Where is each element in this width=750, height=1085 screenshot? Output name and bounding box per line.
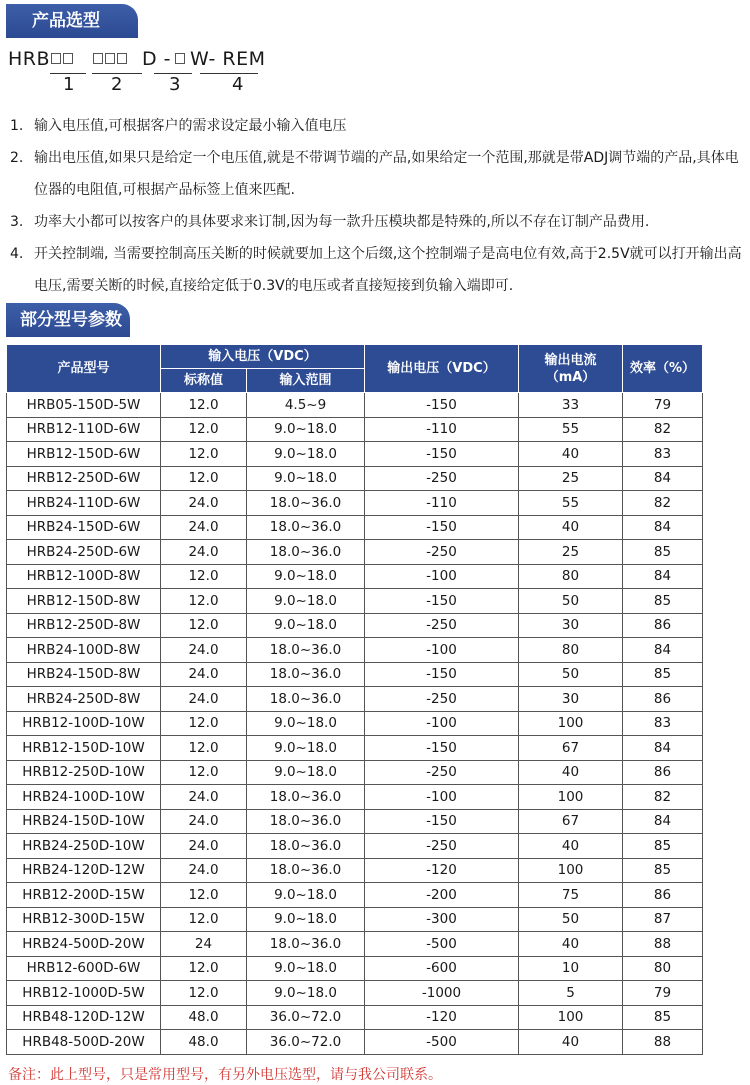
- table-row: [7, 589, 703, 614]
- cell-efficiency: 82: [623, 785, 703, 810]
- cell-output-current: 55: [519, 417, 623, 442]
- table-row: [7, 442, 703, 467]
- formula-underline-4: [200, 73, 258, 74]
- note-item: 1. 输入电压值,可根据客户的需求设定最小输入值电压: [10, 118, 347, 134]
- cell-model: HRB12-110D-6W: [7, 417, 161, 442]
- table-row: [7, 1005, 703, 1030]
- table-row: [7, 466, 703, 491]
- cell-output-voltage: -250: [365, 834, 519, 859]
- cell-input-range: 9.0~18.0: [247, 417, 365, 442]
- cell-input-range: 9.0~18.0: [247, 613, 365, 638]
- cell-nominal-voltage: 48.0: [161, 1030, 247, 1055]
- cell-output-current: 40: [519, 760, 623, 785]
- cell-output-voltage: -110: [365, 417, 519, 442]
- cell-efficiency: 84: [623, 809, 703, 834]
- cell-nominal-voltage: 12.0: [161, 442, 247, 467]
- cell-output-voltage: -120: [365, 858, 519, 883]
- cell-input-range: 36.0~72.0: [247, 1030, 365, 1055]
- cell-output-voltage: -100: [365, 711, 519, 736]
- cell-model: HRB24-150D-6W: [7, 515, 161, 540]
- cell-nominal-voltage: 24.0: [161, 540, 247, 565]
- header-input-voltage: 输入电压（VDC）: [161, 345, 365, 369]
- cell-model: HRB48-500D-20W: [7, 1030, 161, 1055]
- cell-output-current: 40: [519, 442, 623, 467]
- cell-input-range: 18.0~36.0: [247, 491, 365, 516]
- cell-output-current: 25: [519, 466, 623, 491]
- cell-model: HRB12-150D-8W: [7, 589, 161, 614]
- cell-model: HRB48-120D-12W: [7, 1005, 161, 1030]
- table-row: [7, 417, 703, 442]
- cell-nominal-voltage: 12.0: [161, 907, 247, 932]
- cell-nominal-voltage: 12.0: [161, 589, 247, 614]
- cell-input-range: 9.0~18.0: [247, 907, 365, 932]
- cell-output-voltage: -300: [365, 907, 519, 932]
- cell-input-range: 9.0~18.0: [247, 589, 365, 614]
- cell-efficiency: 86: [623, 687, 703, 712]
- cell-efficiency: 86: [623, 760, 703, 785]
- cell-model: HRB24-150D-10W: [7, 809, 161, 834]
- table-row: [7, 956, 703, 981]
- formula-index-4: 4: [232, 74, 244, 95]
- cell-nominal-voltage: 12.0: [161, 711, 247, 736]
- table-row: [7, 932, 703, 957]
- header-output-voltage: 输出电压（VDC）: [365, 345, 519, 393]
- model-parameter-table: [6, 344, 703, 1055]
- cell-efficiency: 84: [623, 564, 703, 589]
- table-row: [7, 662, 703, 687]
- cell-output-current: 10: [519, 956, 623, 981]
- cell-output-voltage: -250: [365, 687, 519, 712]
- cell-output-current: 100: [519, 858, 623, 883]
- formula-prefix: HRB: [8, 48, 51, 70]
- cell-output-voltage: -1000: [365, 981, 519, 1006]
- table-row: [7, 809, 703, 834]
- formula-mid-2: W- REM: [190, 48, 266, 70]
- cell-output-current: 100: [519, 785, 623, 810]
- cell-output-voltage: -120: [365, 1005, 519, 1030]
- note-item: 3. 功率大小都可以按客户的具体要求来订制,因为每一款升压模块都是特殊的,所以不存在订制产品费用.: [10, 214, 650, 230]
- cell-efficiency: 82: [623, 491, 703, 516]
- cell-input-range: 9.0~18.0: [247, 736, 365, 761]
- cell-nominal-voltage: 12.0: [161, 564, 247, 589]
- cell-model: HRB24-500D-20W: [7, 932, 161, 957]
- cell-input-range: 18.0~36.0: [247, 858, 365, 883]
- cell-output-voltage: -150: [365, 589, 519, 614]
- cell-input-range: 18.0~36.0: [247, 834, 365, 859]
- cell-output-current: 50: [519, 589, 623, 614]
- formula-mid-1: D -: [142, 48, 172, 70]
- cell-nominal-voltage: 24.0: [161, 785, 247, 810]
- cell-input-range: 9.0~18.0: [247, 564, 365, 589]
- cell-model: HRB05-150D-5W: [7, 393, 161, 418]
- cell-output-voltage: -250: [365, 760, 519, 785]
- formula-index-2: 2: [111, 74, 123, 95]
- cell-output-voltage: -100: [365, 564, 519, 589]
- cell-output-voltage: -150: [365, 442, 519, 467]
- cell-model: HRB24-150D-8W: [7, 662, 161, 687]
- cell-input-range: 4.5~9: [247, 393, 365, 418]
- cell-output-voltage: -150: [365, 662, 519, 687]
- cell-nominal-voltage: 24.0: [161, 491, 247, 516]
- formula-placeholder-1: [50, 48, 74, 70]
- cell-efficiency: 85: [623, 834, 703, 859]
- cell-input-range: 18.0~36.0: [247, 662, 365, 687]
- formula-placeholder-2: [92, 48, 128, 70]
- formula-placeholder-3: [174, 48, 186, 70]
- cell-model: HRB12-300D-15W: [7, 907, 161, 932]
- cell-input-range: 9.0~18.0: [247, 956, 365, 981]
- cell-output-current: 40: [519, 932, 623, 957]
- cell-output-voltage: -600: [365, 956, 519, 981]
- cell-output-voltage: -150: [365, 393, 519, 418]
- cell-nominal-voltage: 24.0: [161, 858, 247, 883]
- formula-index-3: 3: [169, 74, 181, 95]
- cell-input-range: 18.0~36.0: [247, 687, 365, 712]
- cell-efficiency: 85: [623, 1005, 703, 1030]
- cell-output-voltage: -250: [365, 540, 519, 565]
- table-row: [7, 540, 703, 565]
- cell-output-current: 75: [519, 883, 623, 908]
- cell-input-range: 9.0~18.0: [247, 883, 365, 908]
- cell-model: HRB12-250D-10W: [7, 760, 161, 785]
- selection-notes: [10, 110, 745, 302]
- cell-nominal-voltage: 12.0: [161, 736, 247, 761]
- cell-efficiency: 83: [623, 711, 703, 736]
- cell-output-voltage: -100: [365, 785, 519, 810]
- model-code-formula: [6, 48, 326, 98]
- cell-nominal-voltage: 12.0: [161, 883, 247, 908]
- cell-nominal-voltage: 24: [161, 932, 247, 957]
- cell-efficiency: 79: [623, 981, 703, 1006]
- cell-model: HRB12-250D-6W: [7, 466, 161, 491]
- cell-input-range: 9.0~18.0: [247, 442, 365, 467]
- cell-efficiency: 80: [623, 956, 703, 981]
- cell-efficiency: 84: [623, 638, 703, 663]
- cell-output-current: 55: [519, 491, 623, 516]
- cell-output-voltage: -250: [365, 613, 519, 638]
- cell-output-current: 50: [519, 907, 623, 932]
- cell-nominal-voltage: 12.0: [161, 613, 247, 638]
- table-row: [7, 736, 703, 761]
- cell-nominal-voltage: 12.0: [161, 981, 247, 1006]
- cell-output-current: 5: [519, 981, 623, 1006]
- cell-model: HRB24-120D-12W: [7, 858, 161, 883]
- table-row: [7, 515, 703, 540]
- cell-input-range: 9.0~18.0: [247, 466, 365, 491]
- cell-input-range: 18.0~36.0: [247, 515, 365, 540]
- table-row: [7, 638, 703, 663]
- section-title-product-selection: 产品选型: [6, 4, 138, 38]
- header-output-current: 输出电流（mA）: [519, 345, 623, 393]
- cell-nominal-voltage: 24.0: [161, 662, 247, 687]
- table-row: [7, 858, 703, 883]
- cell-output-current: 30: [519, 613, 623, 638]
- cell-efficiency: 84: [623, 466, 703, 491]
- cell-output-voltage: -150: [365, 809, 519, 834]
- cell-nominal-voltage: 24.0: [161, 809, 247, 834]
- table-row: [7, 981, 703, 1006]
- cell-model: HRB12-600D-6W: [7, 956, 161, 981]
- cell-output-current: 25: [519, 540, 623, 565]
- cell-model: HRB24-100D-10W: [7, 785, 161, 810]
- cell-input-range: 9.0~18.0: [247, 981, 365, 1006]
- table-row: [7, 760, 703, 785]
- cell-nominal-voltage: 24.0: [161, 834, 247, 859]
- table-row: [7, 1030, 703, 1055]
- cell-efficiency: 85: [623, 662, 703, 687]
- cell-output-current: 80: [519, 564, 623, 589]
- cell-output-current: 40: [519, 834, 623, 859]
- cell-efficiency: 83: [623, 442, 703, 467]
- cell-nominal-voltage: 24.0: [161, 515, 247, 540]
- table-row: [7, 564, 703, 589]
- header-efficiency: 效率（%）: [623, 345, 703, 393]
- cell-model: HRB12-1000D-5W: [7, 981, 161, 1006]
- cell-efficiency: 79: [623, 393, 703, 418]
- table-row: [7, 491, 703, 516]
- cell-nominal-voltage: 12.0: [161, 760, 247, 785]
- table-row: [7, 785, 703, 810]
- cell-nominal-voltage: 48.0: [161, 1005, 247, 1030]
- cell-model: HRB24-250D-10W: [7, 834, 161, 859]
- cell-efficiency: 88: [623, 1030, 703, 1055]
- cell-input-range: 18.0~36.0: [247, 809, 365, 834]
- cell-nominal-voltage: 12.0: [161, 417, 247, 442]
- cell-input-range: 18.0~36.0: [247, 932, 365, 957]
- cell-efficiency: 88: [623, 932, 703, 957]
- cell-nominal-voltage: 24.0: [161, 638, 247, 663]
- cell-model: HRB12-150D-6W: [7, 442, 161, 467]
- cell-output-voltage: -100: [365, 638, 519, 663]
- cell-output-voltage: -150: [365, 515, 519, 540]
- cell-output-current: 33: [519, 393, 623, 418]
- cell-model: HRB12-200D-15W: [7, 883, 161, 908]
- cell-output-current: 40: [519, 515, 623, 540]
- cell-output-current: 80: [519, 638, 623, 663]
- cell-input-range: 18.0~36.0: [247, 540, 365, 565]
- formula-index-1: 1: [63, 74, 75, 95]
- header-input-range: 输入范围: [247, 369, 365, 393]
- cell-efficiency: 86: [623, 613, 703, 638]
- cell-output-current: 30: [519, 687, 623, 712]
- cell-efficiency: 86: [623, 883, 703, 908]
- note-item: 4. 开关控制端, 当需要控制高压关断的时候就要加上这个后缀,这个控制端子是高电位有效,高于2.5V就可以打开输出高电压,需要关断的时候,直接给定低于0.3V的电压或者直接短接到负输入端即可.: [10, 246, 742, 294]
- table-row: [7, 834, 703, 859]
- cell-output-voltage: -250: [365, 466, 519, 491]
- cell-efficiency: 85: [623, 589, 703, 614]
- cell-output-voltage: -200: [365, 883, 519, 908]
- cell-output-voltage: -500: [365, 932, 519, 957]
- section-title-model-parameters: 部分型号参数: [6, 303, 130, 337]
- cell-efficiency: 84: [623, 515, 703, 540]
- cell-efficiency: 85: [623, 858, 703, 883]
- footnote: 备注：此上型号，只是常用型号，有另外电压选型，请与我公司联系。: [8, 1067, 442, 1083]
- header-nominal: 标称值: [161, 369, 247, 393]
- table-row: [7, 687, 703, 712]
- header-model: 产品型号: [7, 345, 161, 393]
- note-item: 2. 输出电压值,如果只是给定一个电压值,就是不带调节端的产品,如果给定一个范围,那就是带ADJ调节端的产品,具体电位器的电阻值,可根据产品标签上值来匹配.: [10, 150, 739, 198]
- cell-input-range: 18.0~36.0: [247, 785, 365, 810]
- table-row: [7, 883, 703, 908]
- cell-input-range: 9.0~18.0: [247, 760, 365, 785]
- cell-model: HRB24-100D-8W: [7, 638, 161, 663]
- cell-nominal-voltage: 24.0: [161, 687, 247, 712]
- cell-output-voltage: -150: [365, 736, 519, 761]
- cell-output-voltage: -500: [365, 1030, 519, 1055]
- table-row: [7, 613, 703, 638]
- cell-output-current: 100: [519, 1005, 623, 1030]
- table-row: [7, 711, 703, 736]
- cell-model: HRB24-110D-6W: [7, 491, 161, 516]
- cell-output-current: 50: [519, 662, 623, 687]
- cell-model: HRB12-100D-10W: [7, 711, 161, 736]
- cell-efficiency: 82: [623, 417, 703, 442]
- table-row: [7, 393, 703, 418]
- table-row: [7, 907, 703, 932]
- cell-model: HRB24-250D-8W: [7, 687, 161, 712]
- cell-input-range: 18.0~36.0: [247, 638, 365, 663]
- cell-output-current: 67: [519, 809, 623, 834]
- cell-nominal-voltage: 12.0: [161, 393, 247, 418]
- cell-model: HRB12-150D-10W: [7, 736, 161, 761]
- cell-nominal-voltage: 12.0: [161, 466, 247, 491]
- cell-nominal-voltage: 12.0: [161, 956, 247, 981]
- cell-efficiency: 85: [623, 540, 703, 565]
- cell-output-voltage: -110: [365, 491, 519, 516]
- cell-output-current: 40: [519, 1030, 623, 1055]
- cell-model: HRB12-100D-8W: [7, 564, 161, 589]
- cell-model: HRB24-250D-6W: [7, 540, 161, 565]
- cell-model: HRB12-250D-8W: [7, 613, 161, 638]
- cell-output-current: 100: [519, 711, 623, 736]
- cell-input-range: 9.0~18.0: [247, 711, 365, 736]
- cell-output-current: 67: [519, 736, 623, 761]
- cell-efficiency: 84: [623, 736, 703, 761]
- cell-efficiency: 87: [623, 907, 703, 932]
- cell-input-range: 36.0~72.0: [247, 1005, 365, 1030]
